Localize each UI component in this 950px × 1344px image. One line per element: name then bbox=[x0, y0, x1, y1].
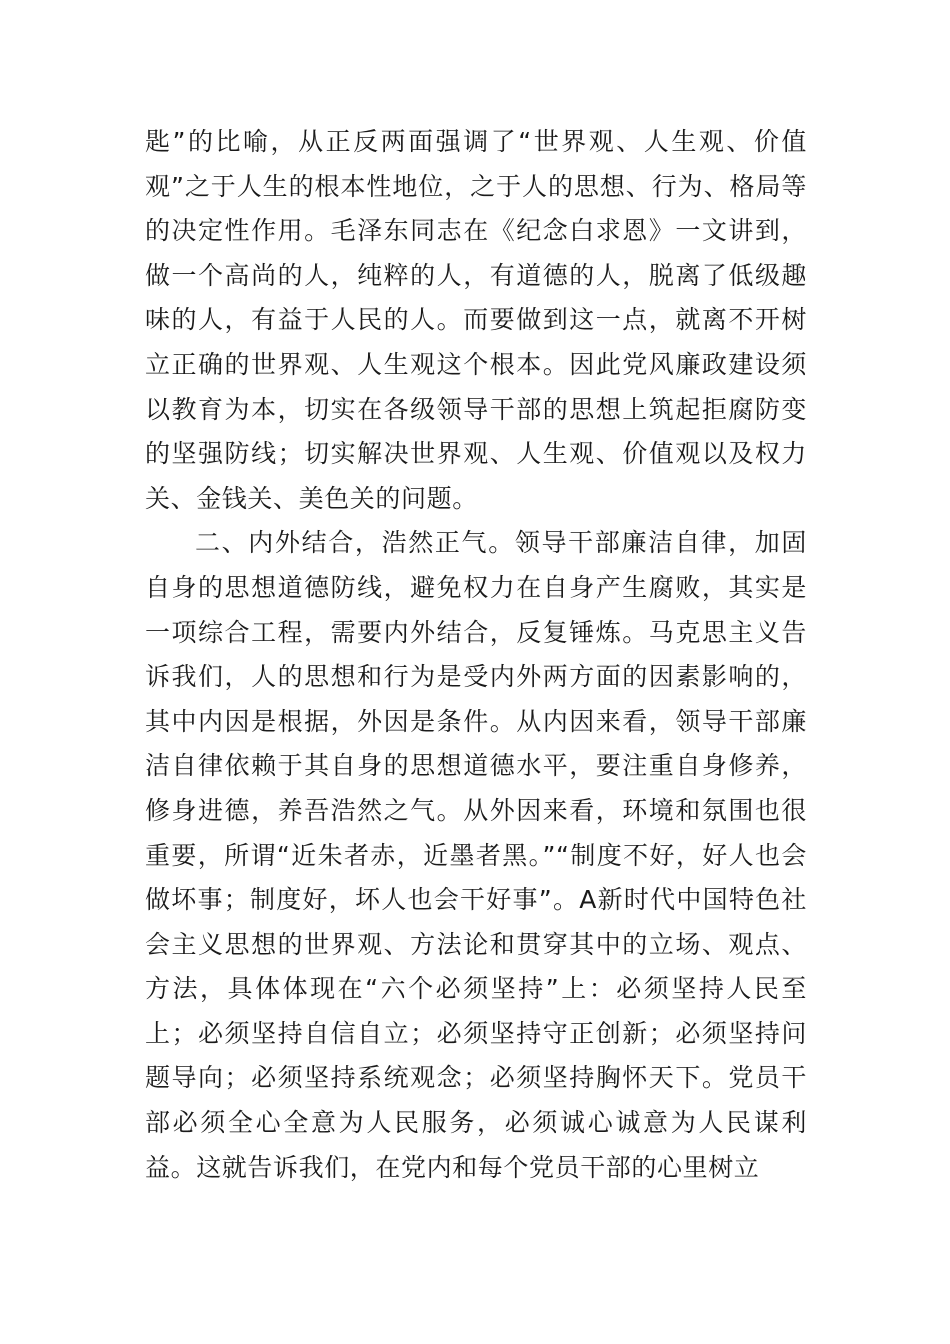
paragraph-section-two: 二、内外结合，浩然正气。领导干部廉洁自律，加固自身的思想道德防线，避免权力在自身产生腐败，其实是一项综合工程，需要内外结合，反复锤炼。马克思主义告诉我们，人的思想和行为是受内外两方面的因素影响的，其中内因是根据，外因是条件。从内因来看，领导干部廉洁自律依赖于其自身的思想道德水平，要注重自身修养，修身进德，养吾浩然之气。从外因来看，环境和氛围也很重要，所谓“近朱者赤，近墨者黑。”“制度不好，好人也会做坏事；制度好，坏人也会干好事”。A新时代中国特色社会主义思想的世界观、方法论和贯穿其中的立场、观点、方法，具体体现在“六个必须坚持”上：必须坚持人民至上；必须坚持自信自立；必须坚持守正创新；必须坚持问题导向；必须坚持系统观念；必须坚持胸怀天下。党员干部必须全心全意为人民服务，必须诚心诚意为人民谋利益。这就告诉我们，在党内和每个党员干部的心里树立 bbox=[145, 528, 807, 1182]
paragraph-continuation: 匙”的比喻，从正反两面强调了“世界观、人生观、价值观”之于人生的根本性地位，之于人的思想、行为、格局等的决定性作用。毛泽东同志在《纪念白求恩》一文讲到，做一个高尚的人，纯粹的人，有道德的人，脱离了低级趣味的人，有益于人民的人。而要做到这一点，就离不开树立正确的世界观、人生观这个根本。因此党风廉政建设须以教育为本，切实在各级领导干部的思想上筑起拒腐防变的坚强防线；切实解决世界观、人生观、价值观以及权力关、金钱关、美色关的问题。 bbox=[145, 127, 807, 513]
body-text bbox=[145, 120, 807, 1190]
